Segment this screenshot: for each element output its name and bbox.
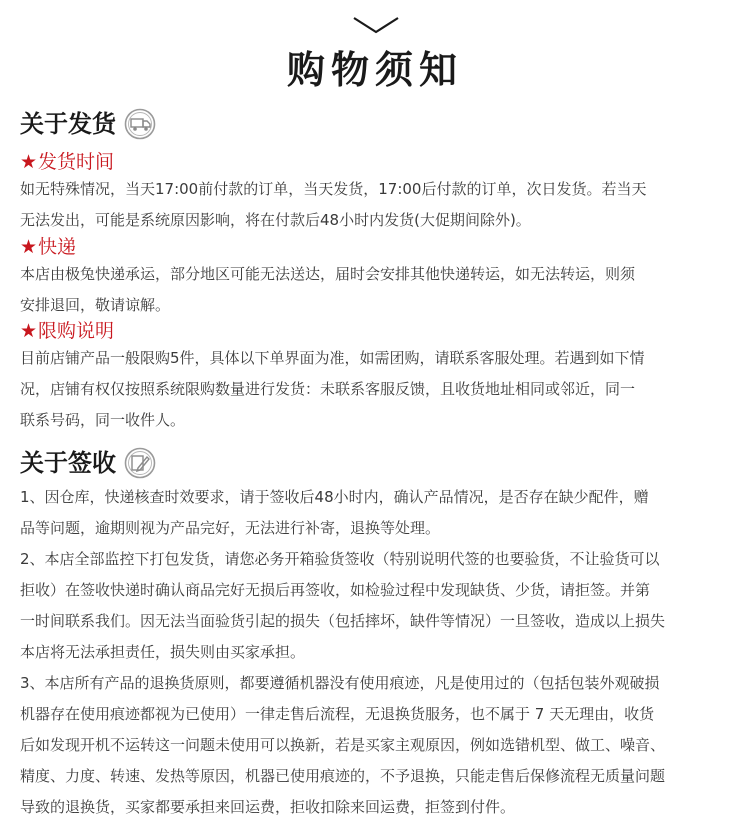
paragraph-express <box>20 259 735 321</box>
star-icon: ★ <box>20 320 38 342</box>
sub-heading-label: 限购说明 <box>38 320 115 342</box>
text-line: 况，店铺有权仅按照系统限购数量进行发货：未联系客服反馈，且收货地址相同或邻近，同一 <box>20 380 636 398</box>
sub-heading-express <box>20 234 76 260</box>
text-line: 品等问题，逾期则视为产品完好，无法进行补寄，退换等处理。 <box>20 519 441 537</box>
text-line: 安排退回，敬请谅解。 <box>20 296 171 314</box>
text-line: 拒收）在签收快递时确认商品完好无损后再签收，如检验过程中发现缺货、少货，请拒签。并第 <box>20 581 651 599</box>
section-receipt-title <box>20 447 156 479</box>
section-receipt-label: 关于签收 <box>20 449 116 477</box>
text-line: 1、因仓库，快递核查时效要求，请于签收后48小时内，确认产品情况，是否存在缺少配件，赠 <box>20 488 649 506</box>
paragraph-receipt-2 <box>20 544 735 668</box>
page-title: 购物须知 <box>286 48 463 92</box>
paragraph-ship-time <box>20 174 735 236</box>
star-icon: ★ <box>20 236 38 258</box>
signature-pen-icon <box>124 447 156 479</box>
text-line: 机器存在使用痕迹都视为已使用）一律走售后流程，无退换货服务，也不属于 7 天无理由，收货 <box>20 705 655 723</box>
text-line: 后如发现开机不运转这一问题未使用可以换新，若是买家主观原因，例如选错机型、做工、噪音、 <box>20 736 666 754</box>
chevron-down-icon <box>352 14 400 36</box>
text-line: 3、本店所有产品的退换货原则，都要遵循机器没有使用痕迹，凡是使用过的（包括包装外观破损 <box>20 674 660 692</box>
paragraph-purchase-limit <box>20 343 735 436</box>
sub-heading-label: 发货时间 <box>38 151 115 173</box>
text-line: 联系号码，同一收件人。 <box>20 411 186 429</box>
sub-heading-label: 快递 <box>38 236 77 258</box>
paragraph-receipt-1 <box>20 482 735 544</box>
delivery-truck-icon <box>124 108 156 140</box>
paragraph-receipt-3 <box>20 668 735 815</box>
text-line: 导致的退换货，买家都要承担来回运费，拒收扣除来回运费，拒签到付件。 <box>20 798 516 815</box>
text-line: 2、本店全部监控下打包发货，请您必务开箱验货签收（特别说明代签的也要验货，不让验货可以 <box>20 550 660 568</box>
section-shipping-title <box>20 108 156 140</box>
text-line: 本店由极兔快递承运，部分地区可能无法送达，届时会安排其他快递转运，如无法转运，则须 <box>20 265 636 283</box>
sub-heading-purchase-limit <box>20 318 114 344</box>
text-line: 精度、力度、转速、发热等原因，机器已使用痕迹的，不予退换，只能走售后保修流程无质量问题 <box>20 767 666 785</box>
text-line: 无法发出，可能是系统原因影响，将在付款后48小时内发货(大促期间除外)。 <box>20 211 531 229</box>
text-line: 本店将无法承担责任，损失则由买家承担。 <box>20 643 306 661</box>
sub-heading-ship-time <box>20 149 114 175</box>
section-shipping-label: 关于发货 <box>20 110 116 138</box>
text-line: 一时间联系我们。因无法当面验货引起的损失（包括摔坏，缺件等情况）一旦签收，造成以上损失 <box>20 612 666 630</box>
star-icon: ★ <box>20 151 38 173</box>
text-line: 如无特殊情况，当天17:00前付款的订单，当天发货，17:00后付款的订单，次日发货。若当天 <box>20 180 647 198</box>
text-line: 目前店铺产品一般限购5件，具体以下单界面为准，如需团购，请联系客服处理。若遇到如下情 <box>20 349 645 367</box>
